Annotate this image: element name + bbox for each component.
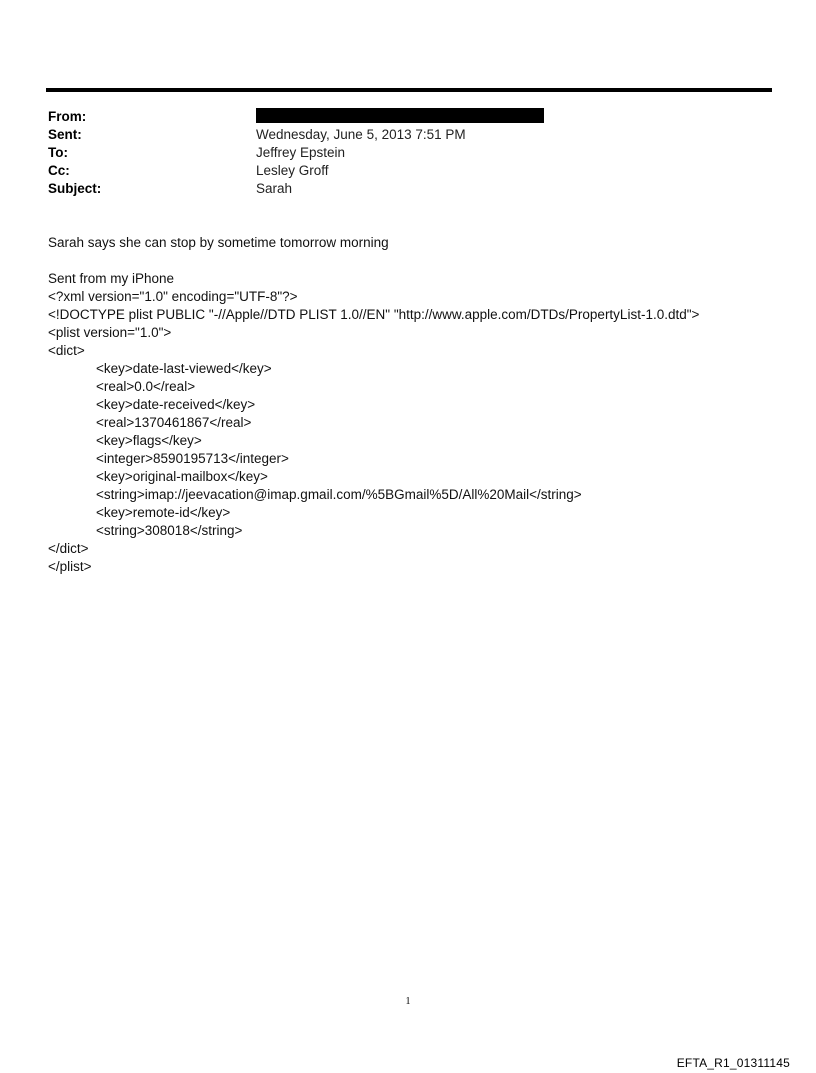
- xml-line: <key>original-mailbox</key>: [96, 469, 268, 484]
- page-number: 1: [405, 996, 411, 1007]
- xml-line: <!DOCTYPE plist PUBLIC "-//Apple//DTD PLIST 1.0//EN" "http://www.apple.com/DTDs/PropertyList-1.0.dtd">: [48, 307, 700, 322]
- to-label: To:: [48, 145, 68, 160]
- header-divider: [46, 88, 772, 92]
- message-text: Sarah says she can stop by sometime tomorrow morning: [48, 235, 389, 250]
- xml-line: </dict>: [48, 541, 89, 556]
- sent-row: [48, 126, 748, 144]
- from-label: From:: [48, 109, 87, 124]
- xml-line: <key>flags</key>: [96, 433, 202, 448]
- spacer: [48, 252, 788, 270]
- from-value: [256, 108, 748, 126]
- signature-text: Sent from my iPhone: [48, 271, 175, 286]
- subject-row: [48, 180, 748, 198]
- sent-value: Wednesday, June 5, 2013 7:51 PM: [256, 127, 466, 142]
- xml-line: <dict>: [48, 343, 85, 358]
- subject-label: Subject:: [48, 181, 102, 196]
- xml-line: <real>1370461867</real>: [96, 415, 252, 430]
- bates-number: EFTA_R1_01311145: [676, 1056, 790, 1070]
- to-row: [48, 144, 748, 162]
- subject-value: Sarah: [256, 181, 293, 196]
- xml-line: <key>date-last-viewed</key>: [96, 361, 272, 376]
- cc-row: [48, 162, 748, 180]
- to-value: Jeffrey Epstein: [256, 145, 346, 160]
- xml-line: <string>imap://jeevacation@imap.gmail.com/%5BGmail%5D/All%20Mail</string>: [96, 487, 582, 502]
- cc-label: Cc:: [48, 163, 70, 178]
- xml-line: <key>remote-id</key>: [96, 505, 231, 520]
- xml-line: <integer>8590195713</integer>: [96, 451, 289, 466]
- xml-line: <plist version="1.0">: [48, 325, 172, 340]
- xml-line: </plist>: [48, 559, 92, 574]
- xml-line: <key>date-received</key>: [96, 397, 256, 412]
- redaction-box: [256, 108, 544, 123]
- xml-line: <string>308018</string>: [96, 523, 243, 538]
- xml-line: <real>0.0</real>: [96, 379, 196, 394]
- email-header: [48, 108, 748, 198]
- cc-value: Lesley Groff: [256, 163, 329, 178]
- xml-line: <?xml version="1.0" encoding="UTF-8"?>: [48, 289, 298, 304]
- sent-label: Sent:: [48, 127, 82, 142]
- email-body: [48, 234, 788, 576]
- from-row: [48, 108, 748, 126]
